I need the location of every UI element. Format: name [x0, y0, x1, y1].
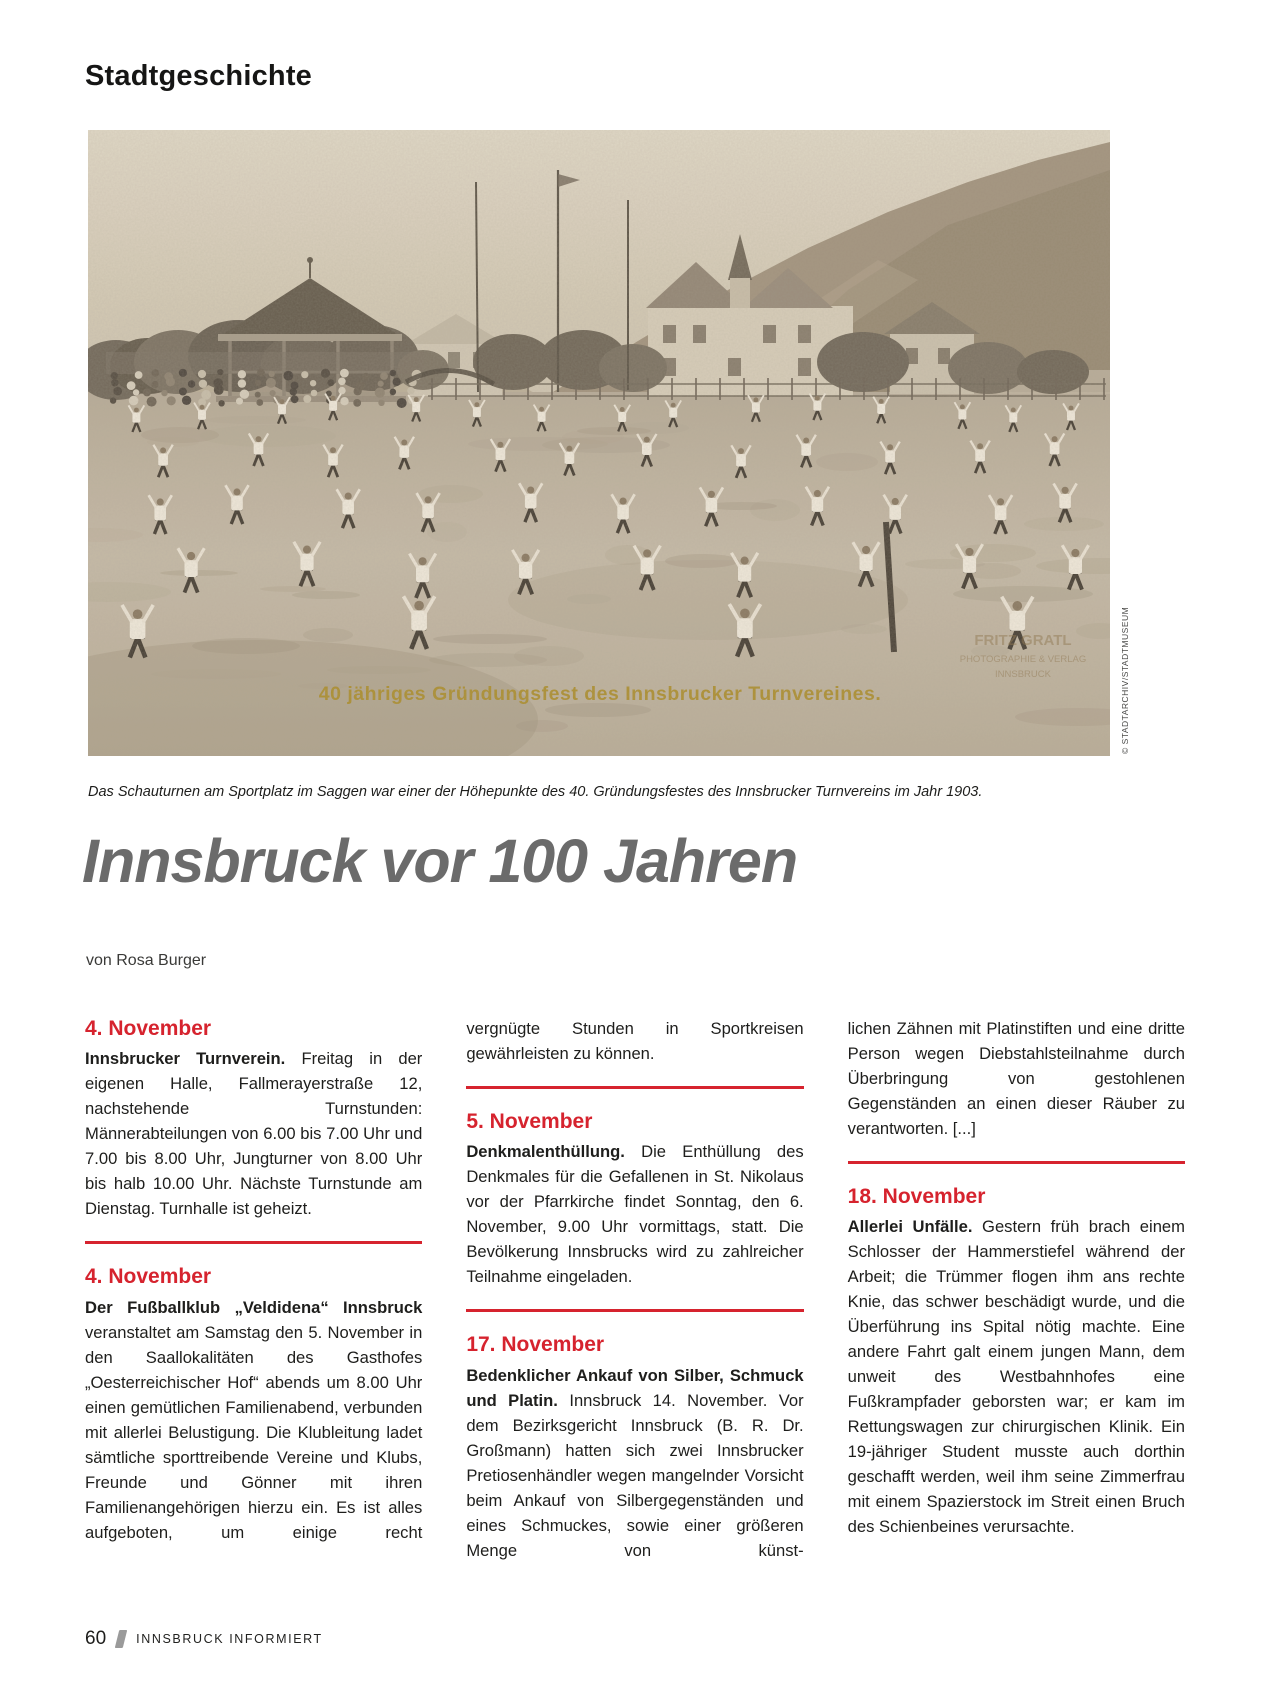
entry-date: 18. November [847, 1185, 986, 1208]
entry-date: 4. November [85, 1017, 212, 1040]
entry-body: veranstaltet am Samstag den 5. November in den Saallokalitäten des Gasthofes „Oesterreichischer Hof“ abends um 8.00 Uhr einen gemütlichen Familienabend, verbunden mit allerlei Belustigung. Die Klubleitung ladet sämtliche sporttreibende Vereine und Klubs, Freunde und Gönner mit ihren Familienangehörigen hierzu ein. Es ist alles aufgeboten, um einige recht [85, 1322, 423, 1542]
entry-body: Freitag in der eigenen Halle, Fallmerayerstraße 12, nachstehende Turnstunden: Männerabteilungen von 6.00 bis 7.00 Uhr und 7.00 bis 8.00 Uhr, Jungturner von 8.00 Uhr bis halb 10.00 Uhr. Nächste Turnstunde am Dienstag. Turnhalle ist geheizt. [85, 1049, 423, 1219]
section-label: Stadtgeschichte [85, 60, 312, 93]
entry-lead: Allerlei Unfälle. [847, 1217, 973, 1237]
page-number: 60 [85, 1628, 107, 1649]
svg-text:FRITZ GRATL: FRITZ GRATL [974, 632, 1072, 649]
news-entry [85, 1016, 422, 1221]
entry-lead: Bedenklicher Ankauf von Silber, Schmuck und Platin. [466, 1365, 804, 1410]
entry-text [85, 1046, 422, 1221]
column-1 [85, 1016, 422, 1563]
entry-lead: Innsbrucker Turnverein. [85, 1049, 286, 1069]
svg-text:PHOTOGRAPHIE & VERLAG: PHOTOGRAPHIE & VERLAG [959, 654, 1087, 665]
historical-photo-illustration [88, 130, 1110, 756]
entry-text [466, 1363, 803, 1563]
entry-text [466, 1139, 803, 1289]
section-divider [848, 1161, 1185, 1164]
column-3 [848, 1016, 1185, 1563]
entry-date: 4. November [85, 1265, 212, 1289]
entry-date: 17. November [466, 1333, 605, 1357]
article-columns [85, 1016, 1185, 1563]
historical-photo [88, 130, 1110, 756]
section-divider [466, 1309, 803, 1312]
footer-slash-icon [115, 1630, 127, 1648]
photo-caption: Das Schauturnen am Sportplatz im Saggen war einer der Höhepunkte des 40. Gründungsfestes des Innsbrucker Turnvereins im Jahr 1903. [88, 783, 983, 800]
column-2 [466, 1016, 803, 1563]
news-entry [466, 1109, 803, 1289]
entry-date: 5. November [466, 1110, 593, 1133]
entry-body: Die Enthüllung des Denkmales für die Gefallenen in St. Nikolaus vor der Pfarrkirche findet Sonntag, den 6. November, 9.00 Uhr vormittags, statt. Die Bevölkerung Innsbrucks wird zu zahlreicher Teilnahme eingeladen. [466, 1142, 804, 1287]
entry-body: Innsbruck 14. November. Vor dem Bezirksgericht Innsbruck (B. R. Dr. Großmann) hatten sich zwei Innsbrucker Pretiosenhändler wegen mangelnder Vorsicht beim Ankauf von Silbergegenständen und eines Schmuckes, sowie einer größeren Menge von künst- [466, 1390, 804, 1560]
entry-body: Gestern früh brach einem Schlosser der Hammerstiefel während der Arbeit; die Trümmer flogen ihm ans rechte Knie, das schwer beschädigt wurde, und die Überführung ins Spital nötig machte. Eine andere Fahrt galt einem jungen Mann, dem unweit des Westbahnhofes eine Fußkrampfader geborsten war; er kam im Rettungswagen zur chirurgischen Klinik. Ein 19-jähriger Student musste auch dorthin geschafft werden, weil ihm seine Zimmerfrau mit einem Spazierstock im Streit einen Bruch des Schienbeines verursachte. [847, 1217, 1185, 1537]
photo-credit: © STADTARCHIV/STADTMUSEUM [1120, 606, 1130, 754]
svg-text:INNSBRUCK: INNSBRUCK [995, 669, 1051, 680]
news-entry [466, 1332, 803, 1562]
news-entry [848, 1184, 1185, 1539]
magazine-name: INNSBRUCK INFORMIERT [136, 1632, 323, 1646]
photo-overlay-title: 40 jähriges Gründungsfest des Innsbrucker Turnvereines. [318, 683, 882, 705]
page-footer [85, 1628, 323, 1650]
section-divider [85, 1241, 422, 1244]
section-divider [466, 1086, 803, 1089]
entry-text [85, 1295, 422, 1545]
news-entry [85, 1264, 422, 1544]
continuation-text: lichen Zähnen mit Platinstiften und eine dritte Person wegen Diebstahlsteilnahme durch Überbringung von gestohlenen Gegenständen an einen dieser Räuber zu verantworten. [...] [847, 1019, 1185, 1138]
entry-lead: Der Fußballklub „Veldidena“ Innsbruck [85, 1297, 423, 1317]
entry-lead: Denkmalenthüllung. [466, 1142, 625, 1162]
sepia-tint [88, 130, 1110, 756]
continuation-text: vergnügte Stunden in Sportkreisen gewährleisten zu können. [466, 1019, 804, 1063]
byline: von Rosa Burger [86, 952, 207, 969]
article-title: Innsbruck vor 100 Jahren [82, 827, 798, 895]
entry-text [848, 1214, 1185, 1539]
